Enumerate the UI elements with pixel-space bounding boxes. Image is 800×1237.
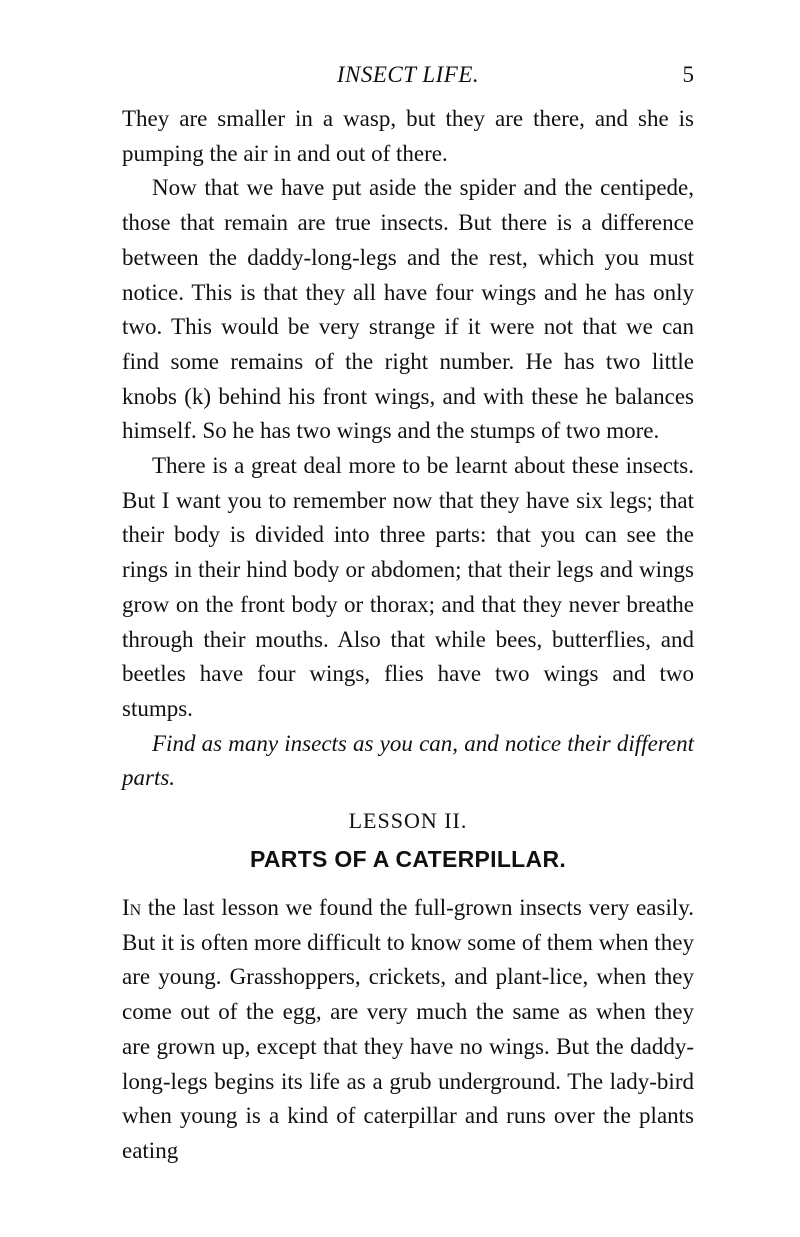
lesson-number: LESSON II. xyxy=(348,808,468,833)
lead-word: In xyxy=(122,895,142,920)
lesson-body-text xyxy=(122,891,694,1169)
paragraph xyxy=(122,891,694,1169)
running-title: INSECT LIFE. xyxy=(336,62,480,87)
body-text xyxy=(122,102,694,796)
page-number: 5 xyxy=(682,62,694,87)
paragraph: They are smaller in a wasp, but they are there, and she is pumping the air in and out of there. xyxy=(122,106,694,166)
running-head xyxy=(122,62,694,96)
paragraph: Now that we have put aside the spider and the centipede, those that remain are true insects. But there is a difference between the daddy-long-legs and the rest, which you must notice. This is that they all have four wings and he has only two. This would be very strange if it were not that we can find some remains of the right number. He has two little knobs (k) behind his front wings, and with these he balances himself. So he has two wings and the stumps of two more. xyxy=(122,175,694,444)
paragraph: There is a great deal more to be learnt about these insects. But I want you to remember now that they have six legs; that their body is divided into three parts: that you can see the rings in their hind body or abdomen; that their legs and wings grow on the front body or thorax; and that they never breathe through their mouths. Also that while bees, butterflies, and beetles have four wings, flies have two wings and two stumps. xyxy=(122,453,694,721)
lesson-title: PARTS OF A CATERPILLAR. xyxy=(249,846,567,872)
exercise-instruction: Find as many insects as you can, and notice their different parts. xyxy=(122,730,694,791)
paragraph-rest: the last lesson we found the full-grown insects very easily. But it is often more difficult to know some of them when they are young. Grasshoppers, crickets, and plant-lice, when they come out of the egg, are very much the same as when they are grown up, except that they have no wings. But the daddy-long-legs begins its life as a grub underground. The lady-bird when young is a kind of caterpillar and runs over the plants eating xyxy=(122,895,694,1163)
